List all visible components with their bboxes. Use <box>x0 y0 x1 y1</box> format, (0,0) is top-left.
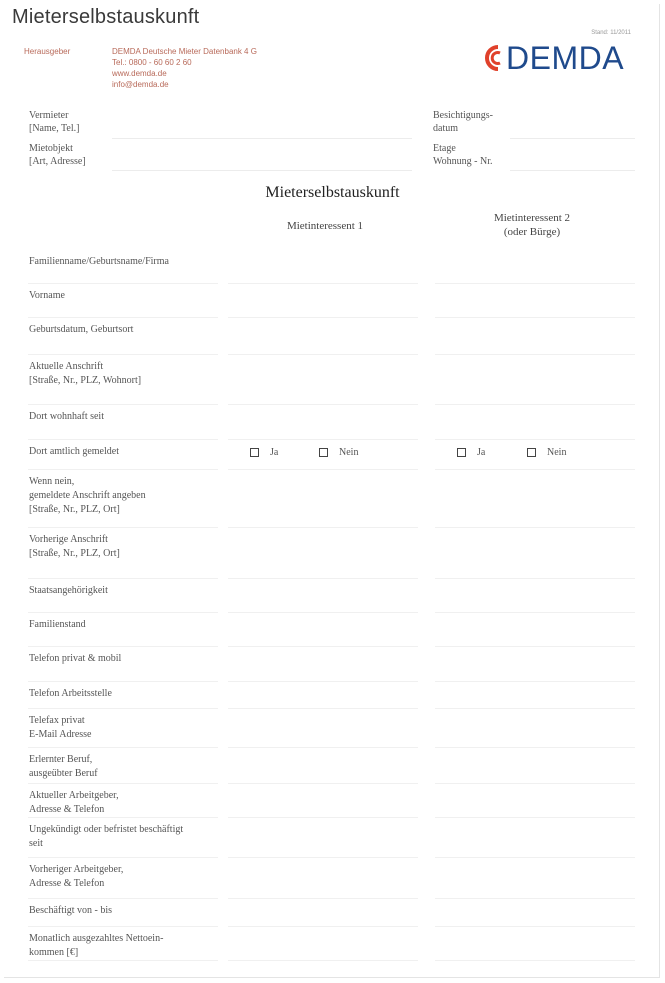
form-row-label-line: Familienname/Geburtsname/Firma <box>29 256 169 267</box>
form-row-label-underline <box>28 283 218 284</box>
form-row-label <box>29 360 141 388</box>
nein-checkbox-applicant-2[interactable] <box>527 447 566 458</box>
nein-checkbox-applicant-1[interactable] <box>319 447 358 458</box>
form-row-label <box>29 618 86 632</box>
form-row-label <box>29 687 112 701</box>
form-row-label-line: Aktueller Arbeitgeber, <box>29 790 119 801</box>
form-row-label-line: Beschäftigt von - bis <box>29 905 113 916</box>
applicant-1-field[interactable] <box>228 527 418 528</box>
form-row-label-line: Aktuelle Anschrift <box>29 361 104 372</box>
checkbox-box[interactable] <box>250 448 259 457</box>
form-row-label-line: [Straße, Nr., PLZ, Ort] <box>29 504 120 515</box>
applicant-2-field[interactable] <box>435 612 635 613</box>
form-row-label-line: Telefon privat & mobil <box>29 653 122 664</box>
form-row-label-underline <box>28 354 218 355</box>
applicant-1-field[interactable] <box>228 439 418 440</box>
applicant-2-field[interactable] <box>435 439 635 440</box>
etage-field[interactable] <box>510 170 635 171</box>
vermieter-label: Vermieter [Name, Tel.] <box>29 110 80 134</box>
publisher-email: info@demda.de <box>112 80 169 89</box>
applicant-1-field[interactable] <box>228 960 418 961</box>
form-row-label <box>29 753 98 781</box>
applicant-1-field[interactable] <box>228 404 418 405</box>
form-row-label <box>29 714 92 742</box>
mietobjekt-label: Mietobjekt [Art, Adresse] <box>29 143 86 167</box>
form-row-label-underline <box>28 317 218 318</box>
form-row-label-line: Familienstand <box>29 619 86 630</box>
form-row-label-line: Erlernter Beruf, <box>29 754 93 765</box>
checkbox-box[interactable] <box>319 448 328 457</box>
form-row-label-underline <box>28 612 218 613</box>
form-row-label-line: Dort amtlich gemeldet <box>29 446 119 457</box>
form-row-label <box>29 445 119 459</box>
publisher-label: Herausgeber <box>24 47 71 56</box>
form-row-label <box>29 932 163 960</box>
applicant-1-field[interactable] <box>228 898 418 899</box>
column-mietinteressent-2: Mietinteressent 2 (oder Bürge) <box>493 212 571 238</box>
form-row-label-line: Adresse & Telefon <box>29 878 105 889</box>
applicant-2-field[interactable] <box>435 747 635 748</box>
form-row-label-line: Adresse & Telefon <box>29 804 105 815</box>
applicant-1-field[interactable] <box>228 646 418 647</box>
form-row-label-line: Staatsangehörigkeit <box>29 585 108 596</box>
form-row-label-line: seit <box>29 838 43 849</box>
applicant-1-field[interactable] <box>228 817 418 818</box>
form-row-label-line: Vorheriger Arbeitgeber, <box>29 864 124 875</box>
applicant-2-field[interactable] <box>435 857 635 858</box>
form-row-label-line: ausgeübter Beruf <box>29 768 98 779</box>
checkbox-label: Ja <box>477 447 486 458</box>
etage-label: Etage Wohnung - Nr. <box>433 143 493 167</box>
applicant-1-field[interactable] <box>228 612 418 613</box>
vermieter-field[interactable] <box>112 138 412 139</box>
ja-checkbox-applicant-1[interactable] <box>250 447 278 458</box>
form-row-label-underline <box>28 857 218 858</box>
applicant-1-field[interactable] <box>228 926 418 927</box>
applicant-2-field[interactable] <box>435 283 635 284</box>
applicant-2-field[interactable] <box>435 681 635 682</box>
demda-logo <box>478 42 624 74</box>
applicant-1-field[interactable] <box>228 578 418 579</box>
applicant-1-field[interactable] <box>228 747 418 748</box>
publisher-company: DEMDA Deutsche Mieter Datenbank 4 G <box>112 47 257 56</box>
form-row-label <box>29 863 123 891</box>
form-row-label-underline <box>28 960 218 961</box>
form-row-label-underline <box>28 783 218 784</box>
besichtigungsdatum-label: Besichtigungs- datum <box>433 110 493 134</box>
form-row-label-line: gemeldete Anschrift angeben <box>29 490 146 501</box>
form-row-label <box>29 789 119 817</box>
applicant-2-field[interactable] <box>435 404 635 405</box>
form-row-label <box>29 584 108 598</box>
applicant-2-field[interactable] <box>435 960 635 961</box>
form-row-label <box>29 255 169 269</box>
mietobjekt-field[interactable] <box>112 170 412 171</box>
form-row-label-line: Monatlich ausgezahltes Nettoein- <box>29 933 164 944</box>
checkbox-box[interactable] <box>527 448 536 457</box>
form-row-label <box>29 323 133 337</box>
form-row-label-underline <box>28 926 218 927</box>
form-row-label-underline <box>28 646 218 647</box>
form-row-label-line: Geburtsdatum, Geburtsort <box>29 324 134 335</box>
form-row-label <box>29 823 183 851</box>
publisher-website: www.demda.de <box>112 69 167 78</box>
form-row-label-underline <box>28 578 218 579</box>
applicant-2-field[interactable] <box>435 783 635 784</box>
form-row-label-underline <box>28 404 218 405</box>
applicant-2-field[interactable] <box>435 354 635 355</box>
document-title: Mieterselbstauskunft <box>12 6 200 28</box>
applicant-2-field[interactable] <box>435 898 635 899</box>
form-row-label <box>29 289 65 303</box>
form-heading: Mieterselbstauskunft <box>265 184 400 201</box>
applicant-1-field[interactable] <box>228 469 418 470</box>
applicant-2-field[interactable] <box>435 317 635 318</box>
form-row-label <box>29 533 120 561</box>
applicant-2-field[interactable] <box>435 469 635 470</box>
demda-logo-icon <box>478 43 504 73</box>
checkbox-box[interactable] <box>457 448 466 457</box>
form-row-label-underline <box>28 681 218 682</box>
form-row-label-line: [Straße, Nr., PLZ, Wohnort] <box>29 375 142 386</box>
applicant-1-field[interactable] <box>228 283 418 284</box>
applicant-1-field[interactable] <box>228 708 418 709</box>
form-row-label <box>29 652 121 666</box>
form-row-label <box>29 475 146 517</box>
checkbox-label: Nein <box>547 447 567 458</box>
applicant-1-field[interactable] <box>228 857 418 858</box>
form-row-label-line: Telefax privat <box>29 715 85 726</box>
checkbox-label: Nein <box>339 447 359 458</box>
form-row-label-line: E-Mail Adresse <box>29 729 92 740</box>
applicant-1-field[interactable] <box>228 317 418 318</box>
publisher-info <box>112 46 257 90</box>
form-row-label-line: Telefon Arbeitsstelle <box>29 688 112 699</box>
form-row-label-line: Vorname <box>29 290 65 301</box>
form-row-label-line: Vorherige Anschrift <box>29 534 108 545</box>
form-row-label-underline <box>28 747 218 748</box>
applicant-1-field[interactable] <box>228 681 418 682</box>
ja-checkbox-applicant-2[interactable] <box>457 447 485 458</box>
form-row-label-underline <box>28 527 218 528</box>
applicant-2-field[interactable] <box>435 527 635 528</box>
applicant-1-field[interactable] <box>228 783 418 784</box>
form-row-label-underline <box>28 439 218 440</box>
column-mietinteressent-1: Mietinteressent 1 <box>286 220 364 232</box>
form-row-label-line: kommen [€] <box>29 947 79 958</box>
form-row-label <box>29 904 112 918</box>
form-row-label-underline <box>28 708 218 709</box>
form-row-label-underline <box>28 817 218 818</box>
form-row-label-underline <box>28 469 218 470</box>
demda-logo-text: DEMDA <box>506 40 625 76</box>
applicant-2-field[interactable] <box>435 708 635 709</box>
form-row-label-line: Wenn nein, <box>29 476 75 487</box>
applicant-2-field[interactable] <box>435 926 635 927</box>
applicant-2-field[interactable] <box>435 578 635 579</box>
form-row-label-underline <box>28 898 218 899</box>
form-row-label <box>29 410 104 424</box>
applicant-1-field[interactable] <box>228 354 418 355</box>
form-row-label-line: Ungekündigt oder befristet beschäftigt <box>29 824 184 835</box>
applicant-2-field[interactable] <box>435 817 635 818</box>
form-row-label-line: Dort wohnhaft seit <box>29 411 104 422</box>
checkbox-label: Ja <box>270 447 279 458</box>
publisher-phone: Tel.: 0800 - 60 60 2 60 <box>112 58 192 67</box>
besichtigungsdatum-field[interactable] <box>510 138 635 139</box>
document-ref-code: Stand: 11/2011 <box>591 30 631 36</box>
applicant-2-field[interactable] <box>435 646 635 647</box>
form-row-label-line: [Straße, Nr., PLZ, Ort] <box>29 548 120 559</box>
